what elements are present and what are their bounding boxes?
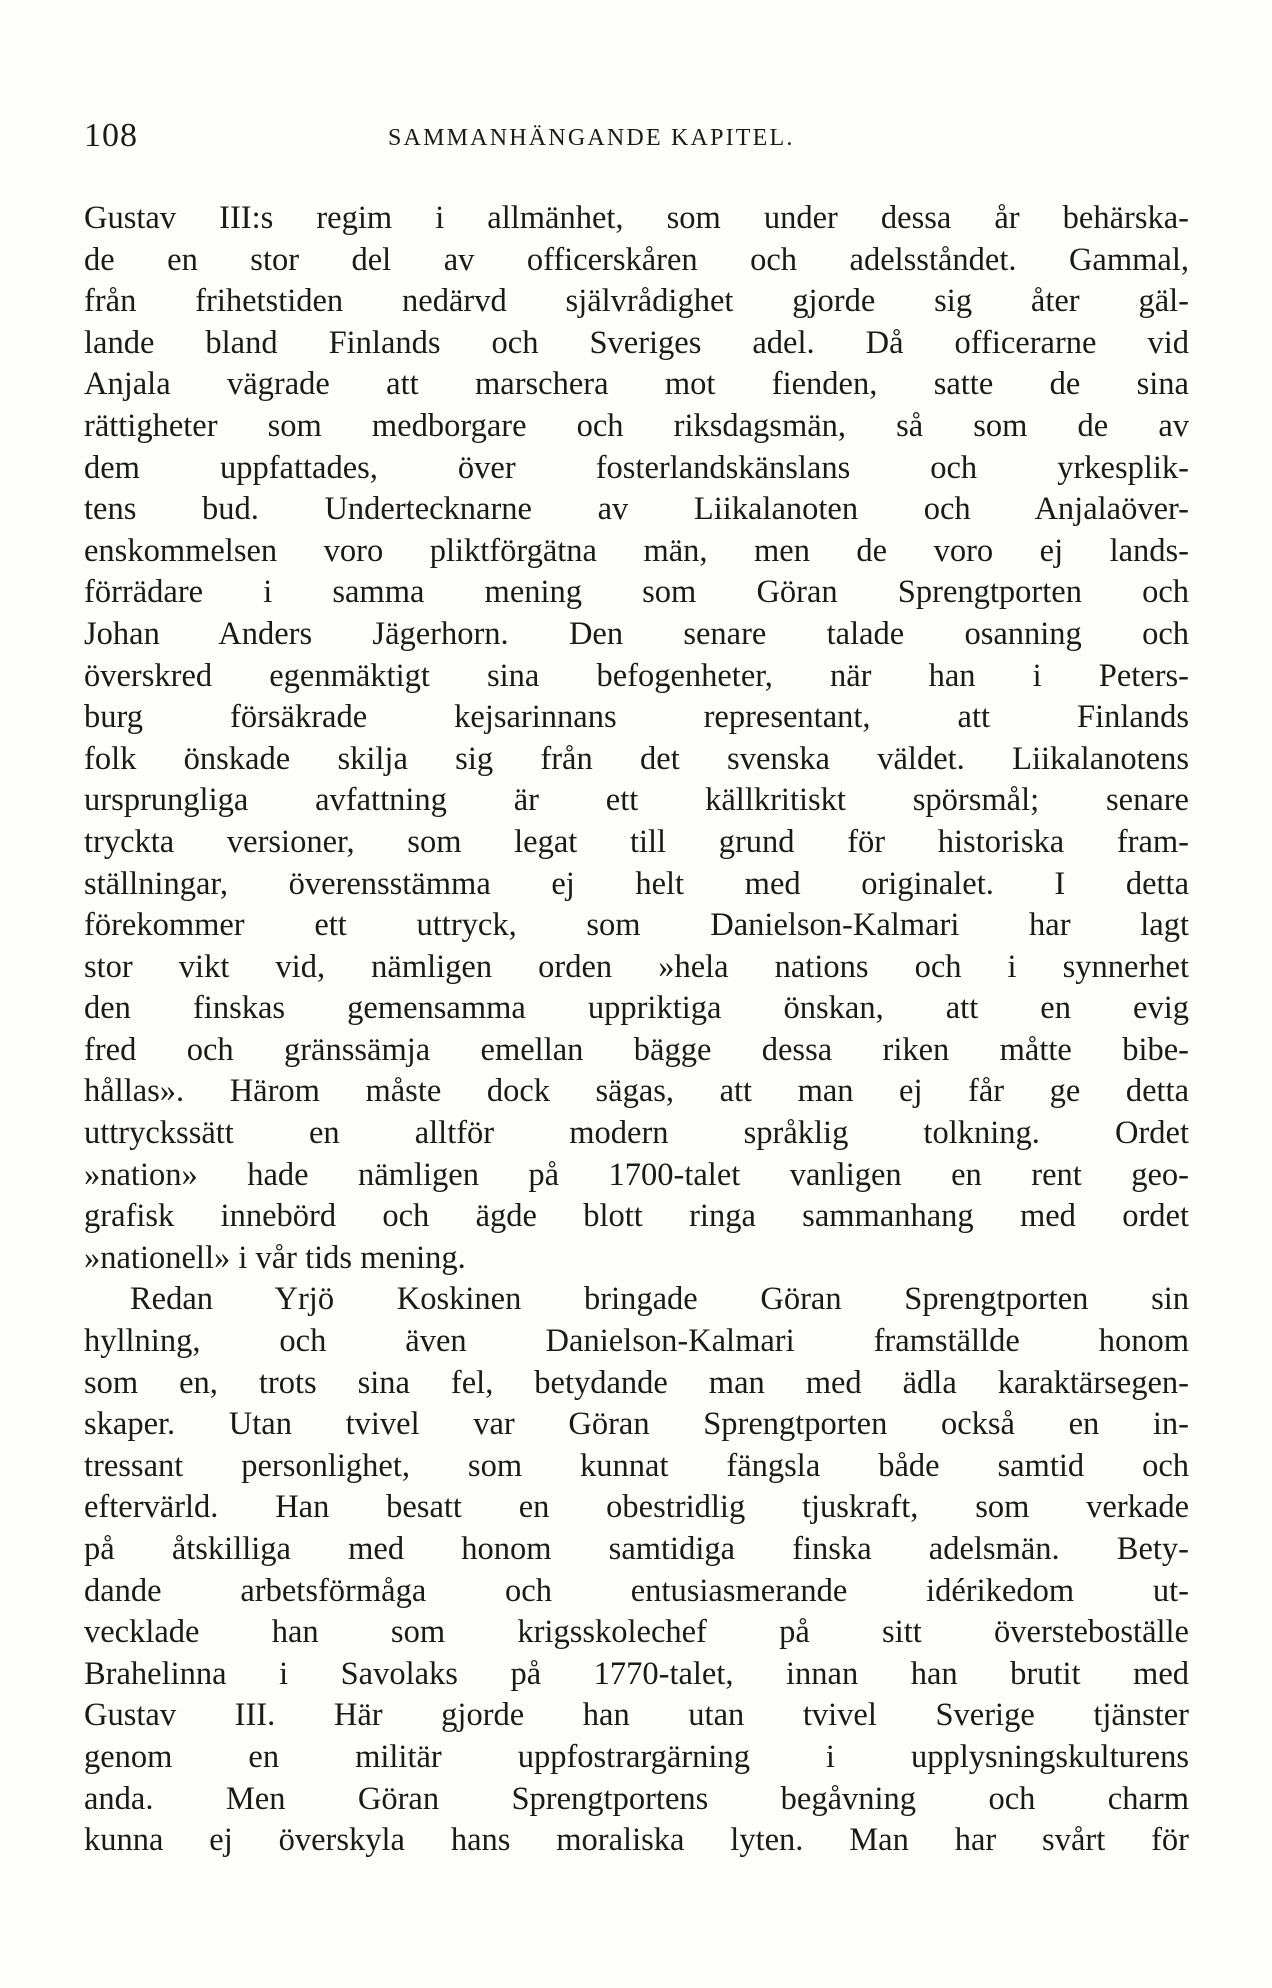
text-line: från frihetstiden nedärvd självrådighet gjorde sig åter gäl- [84,283,1189,320]
body-text [84,198,1189,1862]
text-line: lande bland Finlands och Sveriges adel. Då officerarne vid [84,324,1189,361]
text-line: ursprungliga avfattning är ett källkritiskt spörsmål; senare [84,782,1189,819]
text-line: »nationell» i vår tids mening. [84,1239,466,1276]
text-line: dande arbetsförmåga och entusiasmerande idérikedom ut- [84,1572,1189,1609]
text-line: anda. Men Göran Sprengtportens begåvning och charm [84,1780,1189,1817]
text-line: Brahelinna i Savolaks på 1770-talet, innan han brutit med [84,1655,1189,1692]
text-line: ställningar, överensstämma ej helt med originalet. I detta [84,865,1189,902]
text-line: genom en militär uppfostrargärning i upplysningskulturens [84,1738,1189,1775]
text-line: eftervärld. Han besatt en obestridlig tjuskraft, som verkade [84,1489,1189,1526]
running-title: SAMMANHÄNGANDE KAPITEL. [388,125,795,151]
text-line: stor vikt vid, nämligen orden »hela nations och i synnerhet [84,948,1189,985]
text-line: Redan Yrjö Koskinen bringade Göran Sprengtporten sin [130,1281,1189,1318]
text-line: fred och gränssämja emellan bägge dessa riken måtte bibe- [84,1031,1189,1068]
text-line: kunna ej överskyla hans moraliska lyten. Man har svårt för [84,1822,1189,1859]
text-line: hållas». Härom måste dock sägas, att man ej får ge detta [84,1073,1189,1110]
text-line: Johan Anders Jägerhorn. Den senare talade osanning och [84,615,1189,652]
text-line: uttryckssätt en alltför modern språklig tolkning. Ordet [84,1115,1189,1152]
text-line: Gustav III. Här gjorde han utan tvivel Sverige tjänster [84,1697,1189,1734]
text-line: tressant personlighet, som kunnat fängsla både samtid och [84,1447,1189,1484]
text-line: på åtskilliga med honom samtidiga finska adelsmän. Bety- [84,1531,1189,1567]
text-line: folk önskade skilja sig från det svenska väldet. Liikalanotens [84,740,1189,777]
page-number: 108 [84,117,138,154]
text-line: Gustav III:s regim i allmänhet, som under dessa år behärska- [84,200,1189,236]
text-line: som en, trots sina fel, betydande man med ädla karaktärsegen- [84,1364,1189,1401]
text-line: den finskas gemensamma uppriktiga önskan, att en evig [84,990,1189,1027]
text-line: skaper. Utan tvivel var Göran Sprengtporten också en in- [84,1406,1189,1443]
running-head [84,112,1189,160]
text-line: tens bud. Undertecknarne av Liikalanoten och Anjalaöver- [84,491,1189,528]
text-line: grafisk innebörd och ägde blott ringa sammanhang med ordet [84,1198,1189,1235]
text-line: Anjala vägrade att marschera mot fienden, satte de sina [84,366,1189,403]
text-line: överskred egenmäktigt sina befogenheter, när han i Peters- [84,657,1189,694]
text-line: de en stor del av officerskåren och adelsståndet. Gammal, [84,241,1189,278]
text-line: burg försäkrade kejsarinnans representant, att Finlands [84,699,1189,736]
text-line: hyllning, och även Danielson-Kalmari framställde honom [84,1323,1189,1360]
text-line: »nation» hade nämligen på 1700-talet vanligen en rent geo- [84,1156,1189,1193]
text-line: enskommelsen voro pliktförgätna män, men de voro ej lands- [84,532,1189,569]
text-line: tryckta versioner, som legat till grund för historiska fram- [84,823,1189,860]
text-line: rättigheter som medborgare och riksdagsmän, så som de av [84,407,1189,444]
text-line: vecklade han som krigsskolechef på sitt översteboställe [84,1614,1189,1651]
text-line: dem uppfattades, över fosterlandskänslans och yrkesplik- [84,449,1189,486]
text-line: förekommer ett uttryck, som Danielson-Kalmari har lagt [84,907,1189,944]
text-line: förrädare i samma mening som Göran Sprengtporten och [84,574,1189,611]
